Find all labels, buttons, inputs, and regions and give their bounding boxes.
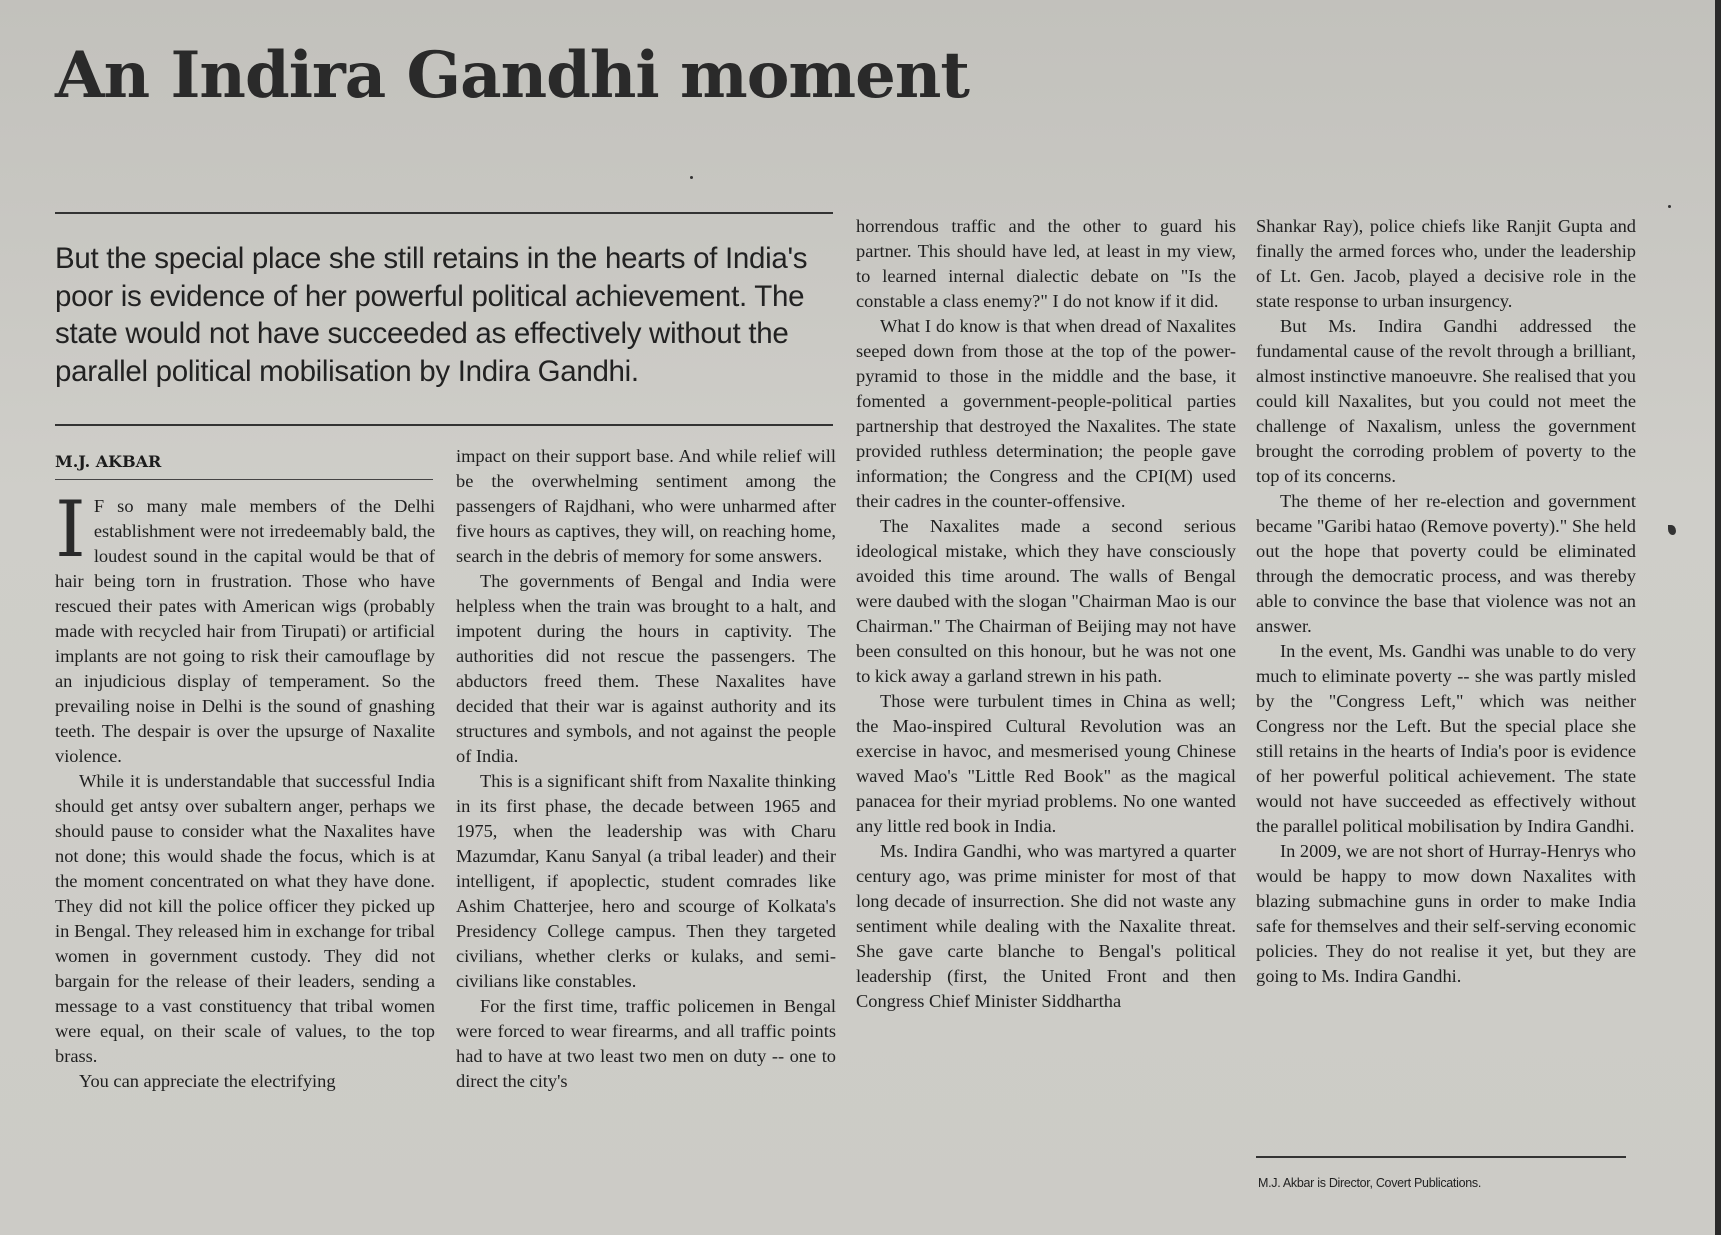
article-paragraph: In 2009, we are not short of Hurray-Henrys who would be happy to mow down Naxalites with blazing submachine guns in order to make India safe for themselves and their self-serving economic policies. They do not realise it yet, but they are going to Ms. Indira Gandhi. bbox=[1256, 841, 1636, 986]
drop-cap: I bbox=[55, 485, 86, 575]
article-paragraph: The governments of Bengal and India were helpless when the train was brought to a halt, and impotent during the hours in captivity. The authorities did not rescue the passengers. The abductors freed them. These Naxalites have decided that their war is against authority and its structures and symbols, and not against the people of India. bbox=[456, 571, 836, 766]
article-paragraph: Shankar Ray), police chiefs like Ranjit Gupta and finally the armed forces who, under the leadership of Lt. Gen. Jacob, played a decisive role in the state response to urban insurgency. bbox=[1256, 216, 1636, 311]
headline: An Indira Gandhi moment bbox=[55, 38, 969, 113]
print-speck bbox=[690, 176, 693, 179]
article-paragraph: This is a significant shift from Naxalite thinking in its first phase, the decade between 1965 and 1975, when the leadership was with Charu Mazumdar, Kanu Sanyal (a tribal leader) and their intelligent, if apoplectic, student comrades like Ashim Chatterjee, hero and scourge of Kolkata's Presidency College campus. Then they targeted civilians, whether clerks or kulaks, and semi-civilians like constables. bbox=[456, 771, 836, 991]
article-paragraph: Those were turbulent times in China as well; the Mao-inspired Cultural Revolution was an exercise in havoc, and mesmerised young Chinese waved Mao's "Little Red Book" as the magical panacea for their myriad problems. No one wanted any little red book in India. bbox=[856, 691, 1236, 836]
article-column-4 bbox=[1256, 214, 1636, 989]
standfirst-top-rule bbox=[55, 212, 833, 214]
article-paragraph: The Naxalites made a second serious ideological mistake, which they have consciously avoided this time around. The walls of Bengal were daubed with the slogan "Chairman Mao is our Chairman." The Chairman of Beijing may not have been consulted on this honour, but he was not one to kick away a garland strewn in his path. bbox=[856, 516, 1236, 686]
article-column-1 bbox=[55, 485, 435, 1094]
article-paragraph: The theme of her re-election and government became "Garibi hatao (Remove poverty)." She held out the hope that poverty could be eliminated through the democratic process, and was thereby able to convince the base that violence was not an answer. bbox=[1256, 491, 1636, 636]
article-paragraph: Ms. Indira Gandhi, who was martyred a quarter century ago, was prime minister for most of that long decade of insurrection. She did not waste any sentiment while dealing with the Naxalite threat. She gave carte blanche to Bengal's political leadership (first, the United Front and then Congress Chief Minister Siddhartha bbox=[856, 841, 1236, 1011]
article-paragraph: In the event, Ms. Gandhi was unable to do very much to eliminate poverty -- she was partly misled by the "Congress Left," which was neither Congress nor the Left. But the special place she still retains in the hearts of India's poor is evidence of her powerful political achievement. The state would not have succeeded as effectively without the parallel political mobilisation by Indira Gandhi. bbox=[1256, 641, 1636, 836]
byline: M.J. AKBAR bbox=[55, 452, 433, 480]
author-footnote: M.J. Akbar is Director, Covert Publications. bbox=[1258, 1176, 1481, 1190]
print-speck bbox=[1668, 205, 1671, 208]
article-paragraph: I F so many male members of the Delhi establishment were not irredeemably bald, the loudest sound in the capital would be that of hair being torn in frustration. Those who have rescued their pates with American wigs (probably made with recycled hair from Tirupati) or artificial implants are not going to risk their camouflage by an injudicious display of temperament. So the prevailing noise in Delhi is the sound of gnashing teeth. The despair is over the upsurge of Naxalite violence. bbox=[55, 485, 435, 766]
footnote-rule bbox=[1256, 1156, 1626, 1158]
article-paragraph: horrendous traffic and the other to guard his partner. This should have led, at least in my view, to learned internal dialectic debate on "Is the constable a class enemy?" I do not know if it did. bbox=[856, 216, 1236, 311]
page-edge bbox=[1715, 0, 1721, 1235]
article-column-2 bbox=[456, 444, 836, 1094]
standfirst-bottom-rule bbox=[55, 424, 833, 426]
article-paragraph: But Ms. Indira Gandhi addressed the fundamental cause of the revolt through a brilliant, almost instinctive manoeuvre. She realised that you could kill Naxalites, but you could not meet the challenge of Naxalism, unless the government brought the corroding problem of poverty to the top of its concerns. bbox=[1256, 316, 1636, 486]
article-column-3 bbox=[856, 214, 1236, 1014]
print-speck bbox=[1668, 525, 1676, 535]
article-paragraph: For the first time, traffic policemen in Bengal were forced to wear firearms, and all traffic points had to have at two least two men on duty -- one to direct the city's bbox=[456, 996, 836, 1091]
article-paragraph: What I do know is that when dread of Naxalites seeped down from those at the top of the power-pyramid to those in the middle and the base, it fomented a government-people-political parties partnership that destroyed the Naxalites. The state provided ruthless determination; the people gave information; the Congress and the CPI(M) used their cadres in the counter-offensive. bbox=[856, 316, 1236, 511]
standfirst: But the special place she still retains in the hearts of India's poor is evidence of her powerful political achievement. The state would not have succeeded as effectively without the parallel political mobilisation by Indira Gandhi. bbox=[55, 242, 808, 388]
article-paragraph: You can appreciate the electrifying bbox=[79, 1071, 336, 1091]
article-paragraph: impact on their support base. And while relief will be the overwhelming sentiment among the passengers of Rajdhani, who were unharmed after five hours as captives, they will, on reaching home, search in the debris of memory for some answers. bbox=[456, 446, 836, 566]
article-paragraph: While it is understandable that successful India should get antsy over subaltern anger, perhaps we should pause to consider what the Naxalites have not done; this would shade the focus, which is at the moment concentrated on what they have done. They did not kill the police officer they picked up in Bengal. They released him in exchange for tribal women in government custody. They did not bargain for the release of their leaders, sending a message to a vast constituency that tribal women were equal, on their scale of values, to the top brass. bbox=[55, 771, 435, 1066]
